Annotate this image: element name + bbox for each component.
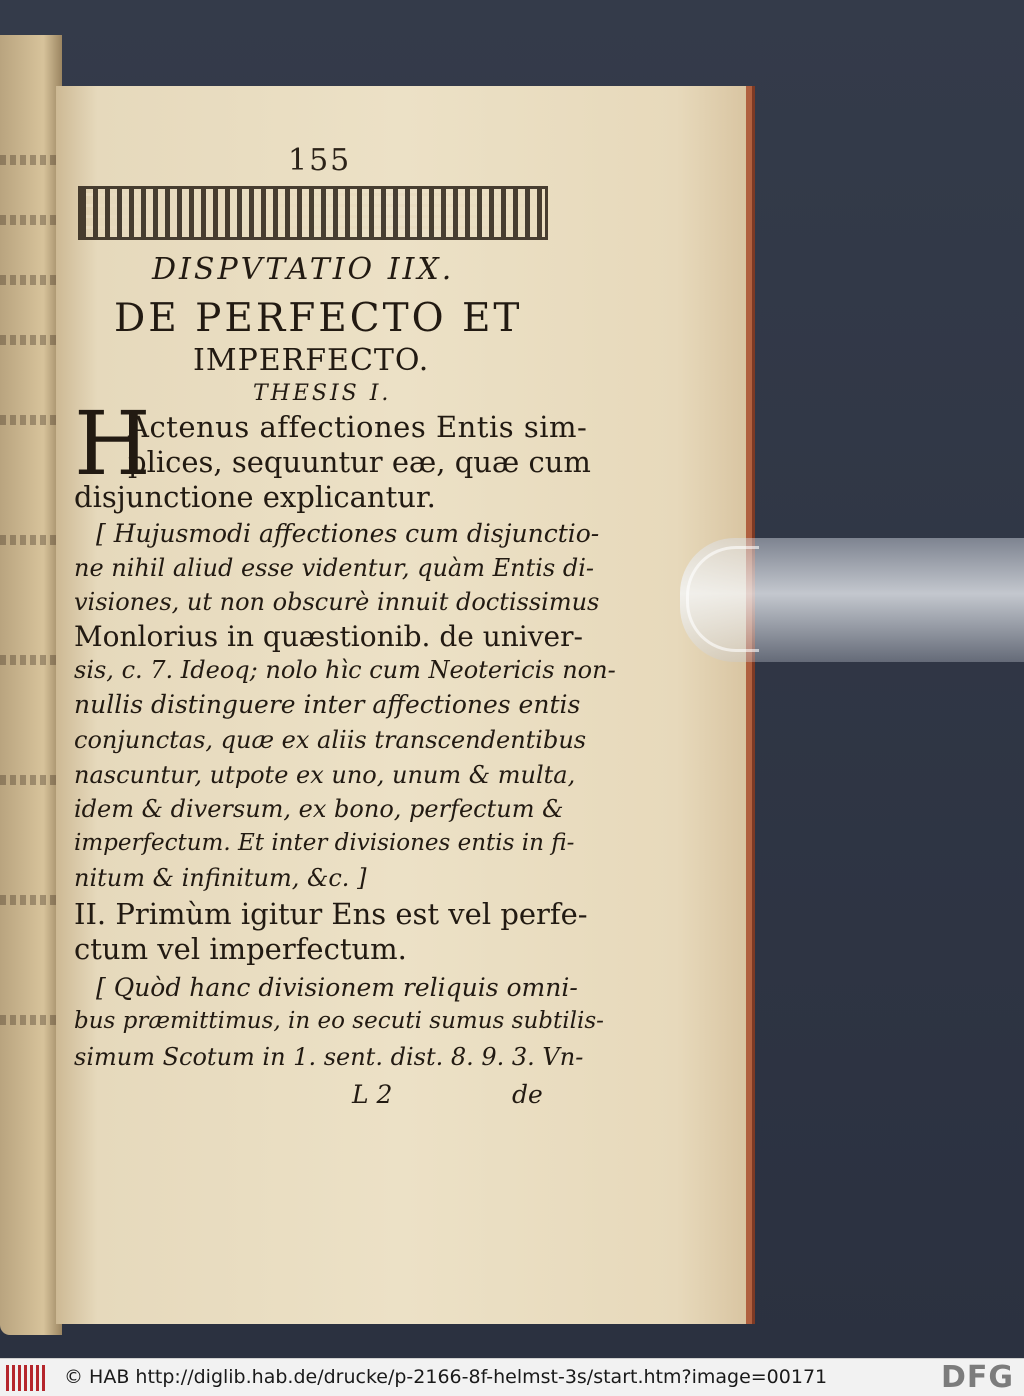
left-page-text-trace [0,415,62,425]
text-line: [ Hujusmodi affectiones cum disjunctio- [96,519,600,548]
text-line: imperfectum. Et inter divisiones entis in fi- [74,830,575,856]
left-page-text-trace [0,275,62,285]
left-facing-page [0,35,62,1335]
text-line: Monlorius in quæstionib. de univer- [74,620,583,653]
text-line: simum Scotum in 1. sent. dist. 8. 9. 3. Vn- [74,1043,584,1071]
left-page-text-trace [0,655,62,665]
footer-bar [0,1358,1024,1396]
text-line: bus præmittimus, in eo secuti sumus subtilis- [74,1008,604,1034]
text-line: nascuntur, utpote ex uno, unum & multa, [74,761,576,789]
text-line: idem & diversum, ex bono, perfectum & [74,795,564,823]
text-line: II. Primùm igitur Ens est vel perfe- [74,897,588,931]
left-page-text-trace [0,155,62,165]
dfg-logo: DFG [940,1360,1014,1395]
left-page-text-trace [0,215,62,225]
left-page-text-trace [0,895,62,905]
catchword: de [512,1080,543,1109]
left-page-text-trace [0,335,62,345]
ornament-band [78,186,548,240]
heading-title: DE PERFECTO ET [114,296,523,341]
text-line: ctum vel imperfectum. [74,932,407,966]
signature-mark: L 2 [352,1080,393,1109]
drop-capital: H [74,392,151,495]
text-line: sis, c. 7. Ideoq; nolo hìc cum Neotericis non- [74,656,616,684]
text-line: visiones, ut non obscurè innuit doctissimus [74,588,600,616]
text-line: plices, sequuntur eæ, quæ cum [128,445,591,479]
heading-thesis: THESIS I. [253,381,392,406]
heading-subtitle: IMPERFECTO. [193,343,430,378]
text-line: [ Quòd hanc divisionem reliquis omni- [96,973,578,1002]
text-line: conjunctas, quæ ex aliis transcendentibus [74,726,587,754]
left-page-text-trace [0,775,62,785]
page-number: 155 [288,143,352,178]
footer-copyright-link[interactable]: © HAB http://diglib.hab.de/drucke/p-2166-8f-helmst-3s/start.htm?image=00171 [64,1366,828,1388]
text-line: disjunctione explicantur. [74,480,436,514]
text-line: nitum & infinitum, &c. ] [74,864,367,892]
text-line: ne nihil aliud esse videntur, quàm Entis di- [74,554,594,582]
text-line: Actenus affectiones Entis sim- [128,410,588,444]
text-line: nullis distinguere inter affectiones entis [74,690,581,719]
hab-logo-icon [6,1365,46,1391]
heading-disputatio: DISPVTATIO IIX. [152,252,455,287]
left-page-text-trace [0,535,62,545]
left-page-text-trace [0,1015,62,1025]
